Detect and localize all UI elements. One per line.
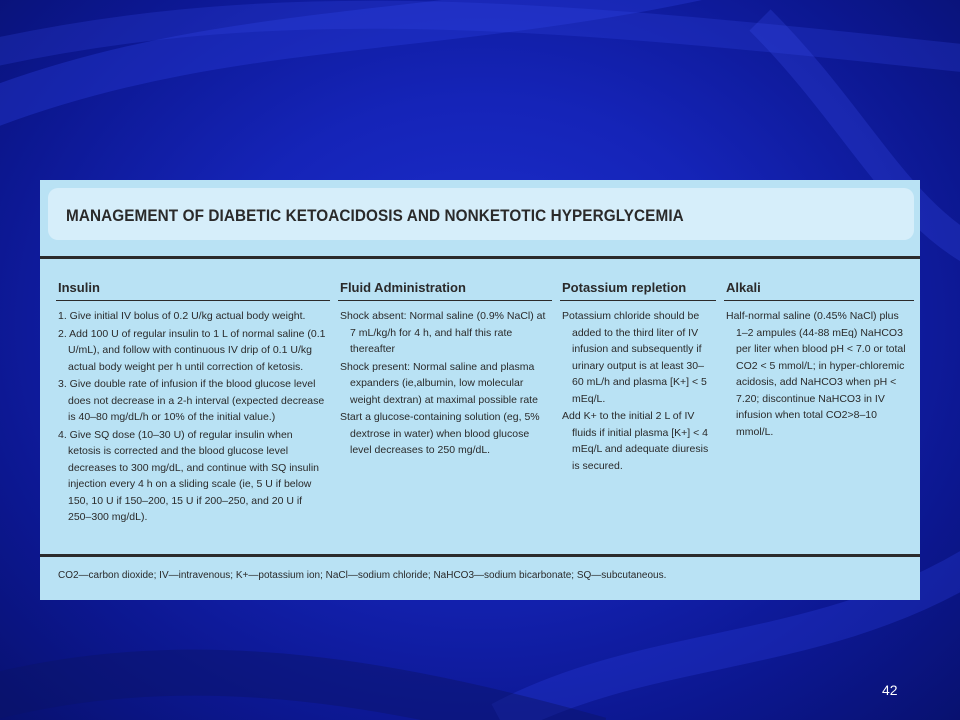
header-top-rule [40, 256, 920, 259]
insulin-column [58, 308, 328, 527]
insulin-step-2: 2. Add 100 U of regular insulin to 1 L of normal saline (0.1 U/mL), and follow with continuous IV drip of 0.1 U/kg actual body weight per h until correction of ketosis. [58, 327, 326, 373]
column-header-alkali: Alkali [726, 280, 761, 295]
column-divider-2 [338, 300, 552, 301]
column-header-insulin: Insulin [58, 280, 100, 295]
insulin-step-3: 3. Give double rate of infusion if the blood glucose level does not decrease in a 2-h interval (expected decrease is 40–80 mg/dL/h or 10% of the initial value.) [58, 378, 325, 423]
potassium-repletion-column [562, 308, 714, 475]
column-header-fluid-administration: Fluid Administration [340, 280, 466, 295]
footnote-rule [40, 554, 920, 557]
potassium-chloride-note: Potassium chloride should be added to the third liter of IV infusion and subsequently if urinary output is at least 30–60 mL/h and plasma [K+] < 5 mEq/L. [562, 310, 707, 405]
table-title: MANAGEMENT OF DIABETIC KETOACIDOSIS AND NONKETOTIC HYPERGLYCEMIA [66, 206, 684, 225]
fluid-shock-absent: Shock absent: Normal saline (0.9% NaCl) at 7 mL/kg/h for 4 h, and half this rate thereafter [340, 310, 546, 355]
insulin-step-1: 1. Give initial IV bolus of 0.2 U/kg actual body weight. [58, 310, 306, 322]
table-title-bar [48, 188, 914, 240]
column-divider-1 [56, 300, 330, 301]
column-divider-3 [560, 300, 716, 301]
fluid-shock-present: Shock present: Normal saline and plasma expanders (ie,albumin, low molecular weight dextran) at maximal possible rate [340, 360, 538, 406]
fluid-administration-column [340, 308, 550, 460]
fluid-glucose-solution: Start a glucose-containing solution (eg, 5% dextrose in water) when blood glucose level decreases to 250 mg/dL. [340, 411, 540, 456]
alkali-note: Half-normal saline (0.45% NaCl) plus 1–2 ampules (44-88 mEq) NaHCO3 per liter when blood pH < 7.0 or total CO2 < 5 mmol/L; in hyper-chloremic acidosis, add NaHCO3 when pH < 7.20; discontinue NaHCO3 in IV infusion when total CO2>8–10 mmol/L. [726, 310, 906, 438]
table-footnote: CO2—carbon dioxide; IV—intravenous; K+—potassium ion; NaCl—sodium chloride; NaHCO3—sodium bicarbonate; SQ—subcutaneous. [58, 570, 667, 581]
slide-page-number: 42 [882, 682, 898, 698]
insulin-step-4: 4. Give SQ dose (10–30 U) of regular insulin when ketosis is corrected and the blood glucose level decreases to 300 mg/dL, and continue with SQ insulin injection every 4 h on a sliding scale (ie, 5 U if below 150, 10 U if 150–200, 15 U if 200–250, and 20 U if 250–300 mg/dL). [58, 428, 319, 523]
dka-management-table [40, 180, 920, 600]
column-divider-4 [724, 300, 914, 301]
alkali-column [726, 308, 912, 441]
potassium-initial-note: Add K+ to the initial 2 L of IV fluids if initial plasma [K+] < 4 mEq/L and adequate diuresis is secured. [562, 410, 709, 472]
column-header-potassium-repletion: Potassium repletion [562, 280, 687, 295]
